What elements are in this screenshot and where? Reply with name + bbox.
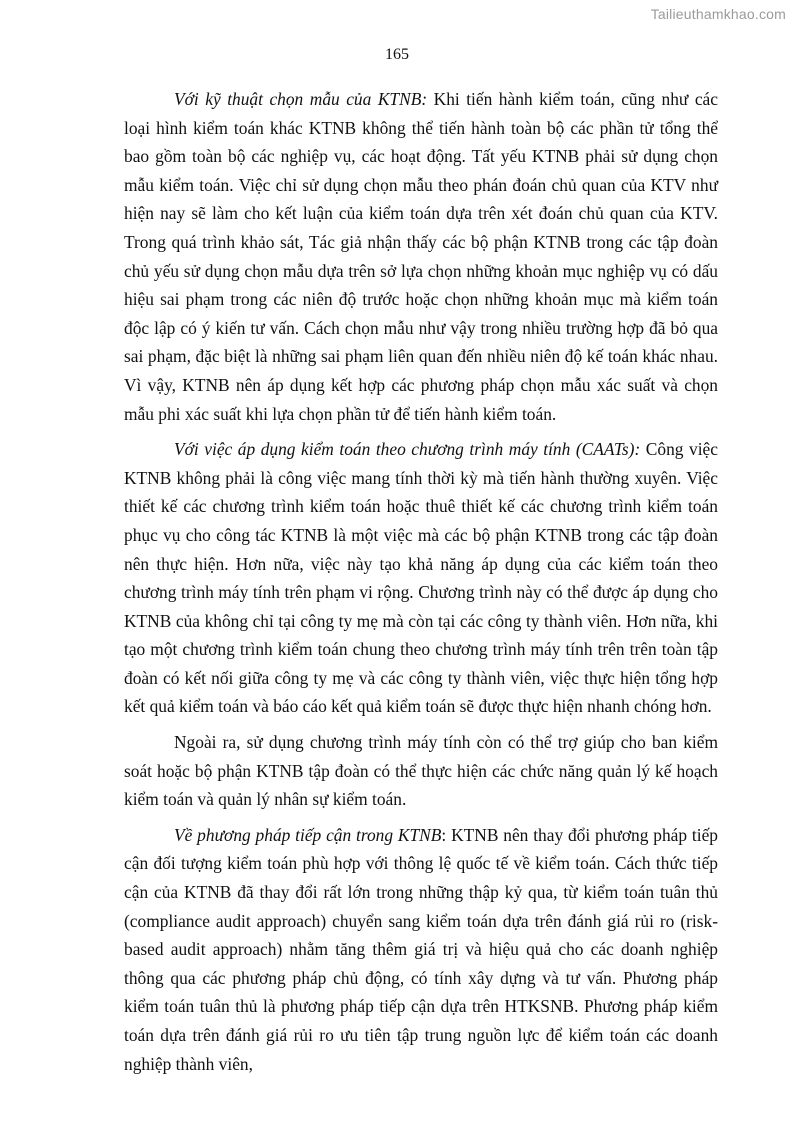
paragraph-lead: Về phương pháp tiếp cận trong KTNB xyxy=(174,824,442,845)
page-number: 165 xyxy=(385,46,409,63)
paragraph-text: Công việc KTNB không phải là công việc mang tính thời kỳ mà tiến hành thường xuyên. Việc thiết kế các chương trình kiểm toán hoặc thuê thiết kế các chương trình kiểm toán phục vụ cho công tác KTNB là một việc mà các bộ phận KTNB trong các tập đoàn nên thực hiện. Hơn nữa, việc này tạo khả năng áp dụng của các kiểm toán theo chương trình máy tính trên phạm vi rộng. Chương trình này có thể được áp dụng cho KTNB của không chỉ tại công ty mẹ mà còn tại các công ty thành viên. Hơn nữa, khi tạo một chương trình kiểm toán chung theo chương trình máy tính trên trên toàn tập đoàn có kết nối giữa công ty mẹ và các công ty thành viên, việc thực hiện tổng hợp kết quả kiểm toán và báo cáo kết quả kiểm toán sẽ được thực hiện nhanh chóng hơn. xyxy=(124,439,718,717)
paragraph-caats xyxy=(124,435,718,721)
paragraph-approach xyxy=(124,821,718,1078)
document-body xyxy=(124,85,718,1085)
paragraph-text: Ngoài ra, sử dụng chương trình máy tính còn có thể trợ giúp cho ban kiểm soát hoặc bộ phận KTNB tập đoàn có thể thực hiện các chức năng quản lý kế hoạch kiểm toán và quản lý nhân sự kiểm toán. xyxy=(124,732,718,810)
paragraph-lead: Với kỹ thuật chọn mẫu của KTNB: xyxy=(174,89,428,109)
paragraph-text: Khi tiến hành kiểm toán, cũng như các loại hình kiểm toán khác KTNB không thể tiến hành toàn bộ các phần tử tổng thể bao gồm toàn bộ các nghiệp vụ, các hoạt động. Tất yếu KTNB phải sử dụng chọn mẫu kiểm toán. Việc chỉ sử dụng chọn mẫu theo phán đoán chủ quan của KTV như hiện nay sẽ làm cho kết luận của kiểm toán dựa trên xét đoán chủ quan của KTV. Trong quá trình khảo sát, Tác giả nhận thấy các bộ phận KTNB trong các tập đoàn chủ yếu sử dụng chọn mẫu dựa trên sở lựa chọn những khoản mục nghiệp vụ có dấu hiệu sai phạm trong các niên độ trước hoặc chọn những khoản mục mà kiểm toán độc lập có ý kiến tư vấn. Cách chọn mẫu như vậy trong nhiều trường hợp đã bỏ qua sai phạm, đặc biệt là những sai phạm liên quan đến nhiều niên độ kế toán khác nhau. Vì vậy, KTNB nên áp dụng kết hợp các phương pháp chọn mẫu xác suất và chọn mẫu phi xác suất khi lựa chọn phần tử để tiến hành kiểm toán. xyxy=(124,89,718,424)
paragraph-lead: Với việc áp dụng kiểm toán theo chương trình máy tính (CAATs): xyxy=(174,439,641,460)
watermark: Tailieuthamkhao.com xyxy=(650,6,786,22)
paragraph-sampling xyxy=(124,85,718,428)
paragraph-text: : KTNB nên thay đổi phương pháp tiếp cận đối tượng kiểm toán phù hợp với thông lệ quốc tế về kiểm toán. Cách thức tiếp cận của KTNB đã thay đổi rất lớn trong những thập kỷ qua, từ kiểm toán tuân thủ (compliance audit approach) chuyển sang kiểm toán dựa trên đánh giá rủi ro (risk-based audit approach) nhằm tăng thêm giá trị và hiệu quả cho các doanh nghiệp thông qua các phương pháp chủ động, có tính xây dựng và tư vấn. Phương pháp kiểm toán tuân thủ là phương pháp tiếp cận dựa trên HTKSNB. Phương pháp kiểm toán dựa trên đánh giá rủi ro ưu tiên tập trung nguồn lực để kiểm toán các doanh nghiệp thành viên, xyxy=(124,824,718,1074)
paragraph-additional xyxy=(124,728,718,814)
